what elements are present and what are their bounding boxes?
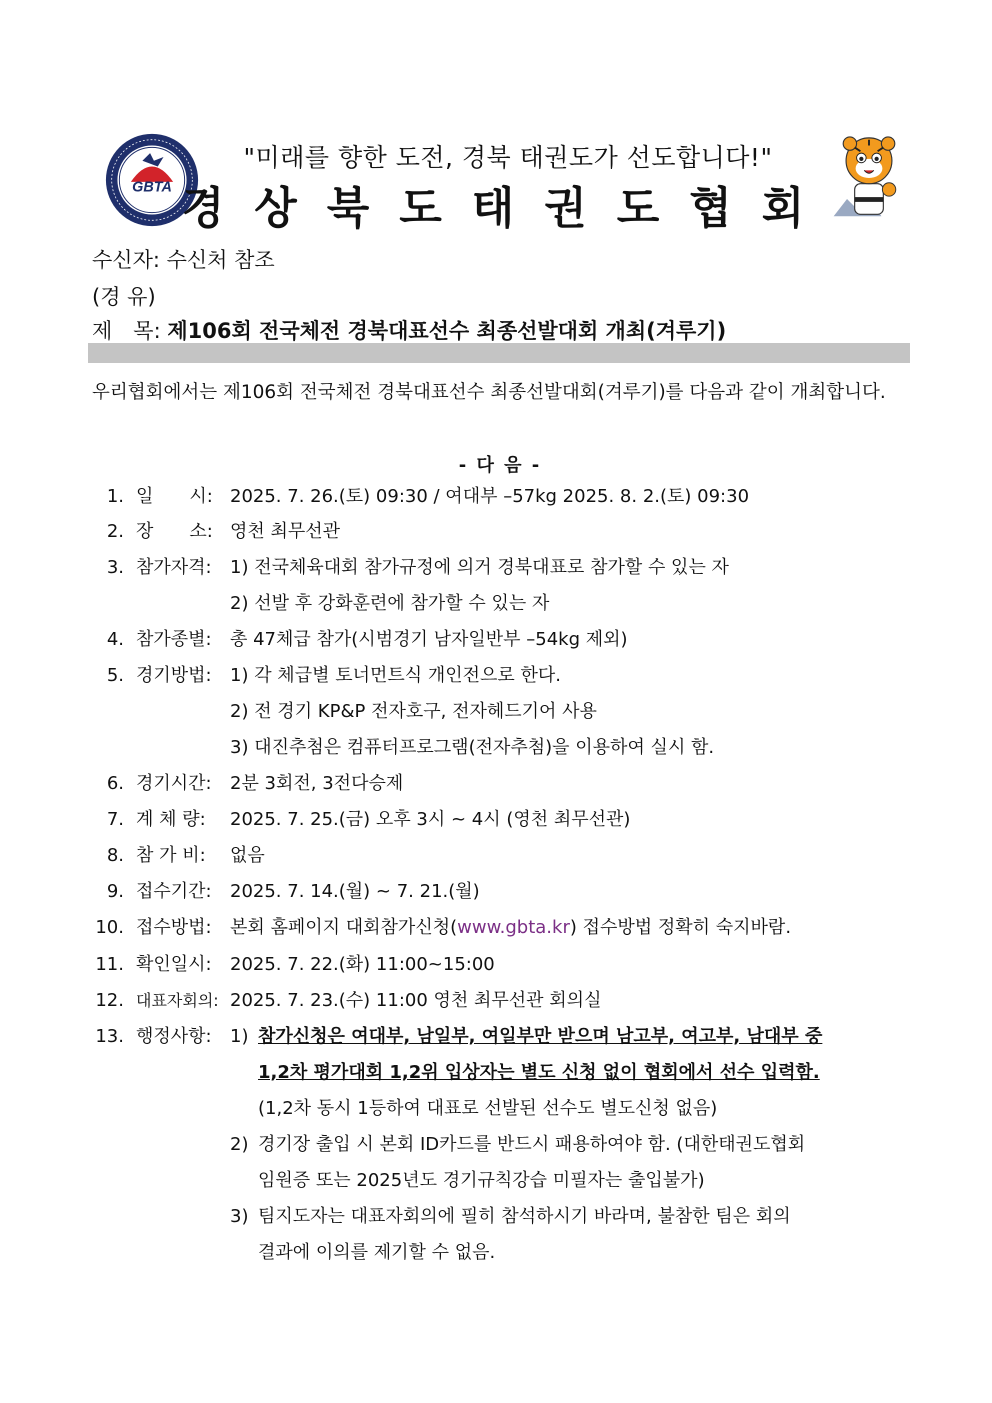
- item-subpoint: 2) 전 경기 KP&P 전자호구, 전자헤드기어 사용: [230, 701, 597, 722]
- item-label: 확인일시:: [136, 954, 212, 975]
- recipient-line: 수신자: 수신처 참조: [92, 248, 275, 272]
- item-label: 참가종별:: [136, 629, 212, 650]
- registration-text-pre: 본회 홈페이지 대회참가신청(: [230, 917, 458, 938]
- item-number: 6.: [106, 773, 124, 794]
- subpoint-number: 1): [230, 1026, 249, 1047]
- item-subpoint: 2) 선발 후 강화훈련에 참가할 수 있는 자: [230, 593, 550, 614]
- item-label: 접수기간:: [136, 881, 212, 902]
- item-label: 계 체 량:: [136, 809, 206, 830]
- admin-note-1c: (1,2차 동시 1등하여 대표로 선발된 선수도 별도신청 없음): [258, 1098, 718, 1119]
- item-label: 참 가 비:: [136, 845, 206, 866]
- item-number: 2.: [106, 521, 124, 542]
- item-value: 없음: [230, 845, 265, 866]
- divider-bar: [88, 343, 910, 363]
- item-value: 2025. 7. 26.(토) 09:30 / 여대부 –57kg 2025. 8. 2.(토) 09:30: [230, 486, 750, 507]
- subpoint-number: 2): [230, 1134, 249, 1155]
- admin-note-1b: 1,2차 평가대회 1,2위 입상자는 별도 신청 없이 협회에서 선수 입력함.: [258, 1062, 820, 1083]
- item-subpoint: 1) 각 체급별 토너먼트식 개인전으로 한다.: [230, 665, 562, 686]
- slogan: "미래를 향한 도전, 경북 태권도가 선도합니다!": [243, 143, 773, 172]
- subject-label: 제 목:: [92, 319, 168, 343]
- item-value: 2025. 7. 22.(화) 11:00~15:00: [230, 954, 495, 975]
- item-number: 5.: [106, 665, 124, 686]
- tiger-mascot-icon: [826, 132, 912, 224]
- item-subpoint: 3) 대진추첨은 컴퓨터프로그램(전자추첨)을 이용하여 실시 함.: [230, 737, 715, 758]
- item-value: 2분 3회전, 3전다승제: [230, 773, 404, 794]
- item-number: 3.: [106, 557, 124, 578]
- item-label: 일 시:: [136, 486, 213, 507]
- subject-title: 제106회 전국체전 경북대표선수 최종선발대회 개최(겨루기): [167, 319, 727, 343]
- via-line: (경 유): [92, 285, 156, 309]
- item-value: 2025. 7. 25.(금) 오후 3시 ~ 4시 (영천 최무선관): [230, 809, 631, 830]
- item-number: 13.: [95, 1026, 124, 1047]
- item-number: 8.: [106, 845, 124, 866]
- subject-line: [92, 315, 726, 345]
- admin-note-3b: 결과에 이의를 제기할 수 없음.: [258, 1242, 496, 1263]
- item-number: 4.: [106, 629, 124, 650]
- logo-text: GBTA: [132, 179, 172, 196]
- item-subpoint: 1) 전국체육대회 참가규정에 의거 경북대표로 참가할 수 있는 자: [230, 557, 729, 578]
- item-label: 경기방법:: [136, 665, 212, 686]
- item-number: 11.: [95, 954, 124, 975]
- item-label: 대표자회의:: [136, 991, 219, 1010]
- item-label: 행정사항:: [136, 1026, 212, 1047]
- item-number: 7.: [106, 809, 124, 830]
- item-label: 접수방법:: [136, 917, 212, 938]
- item-value: 2025. 7. 23.(수) 11:00 영천 최무선관 회의실: [230, 990, 602, 1011]
- item-label: 참가자격:: [136, 557, 212, 578]
- notice-heading: - 다 음 -: [458, 455, 542, 476]
- organization-name: 경상북도태권도협회: [181, 183, 835, 234]
- registration-text-post: ) 접수방법 정확히 숙지바람.: [569, 917, 792, 938]
- item-value: [230, 917, 791, 939]
- intro-paragraph: 우리협회에서는 제106회 전국체전 경북대표선수 최종선발대회(겨루기)를 다음과 같이 개최합니다.: [92, 382, 886, 403]
- item-value: 영천 최무선관: [230, 521, 341, 542]
- item-value: 2025. 7. 14.(월) ~ 7. 21.(월): [230, 881, 480, 902]
- item-value: 총 47체급 참가(시범경기 남자일반부 –54kg 제외): [230, 629, 628, 650]
- website-link[interactable]: www.gbta.kr: [457, 917, 570, 938]
- admin-note-2a: 경기장 출입 시 본회 ID카드를 반드시 패용하여야 함. (대한태권도협회: [258, 1134, 806, 1155]
- item-number: 9.: [106, 881, 124, 902]
- admin-note-3a: 팀지도자는 대표자회의에 필히 참석하시기 바라며, 불참한 팀은 회의: [258, 1206, 791, 1227]
- item-label: 경기시간:: [136, 773, 212, 794]
- item-number: 1.: [106, 486, 124, 507]
- subpoint-number: 3): [230, 1206, 249, 1227]
- item-number: 10.: [95, 917, 124, 938]
- item-number: 12.: [95, 990, 124, 1011]
- admin-note-1a: 참가신청은 여대부, 남일부, 여일부만 받으며 남고부, 여고부, 남대부 중: [258, 1026, 823, 1047]
- admin-note-2b: 임원증 또는 2025년도 경기규칙강습 미필자는 출입불가): [258, 1170, 705, 1191]
- item-label: 장 소:: [136, 521, 213, 542]
